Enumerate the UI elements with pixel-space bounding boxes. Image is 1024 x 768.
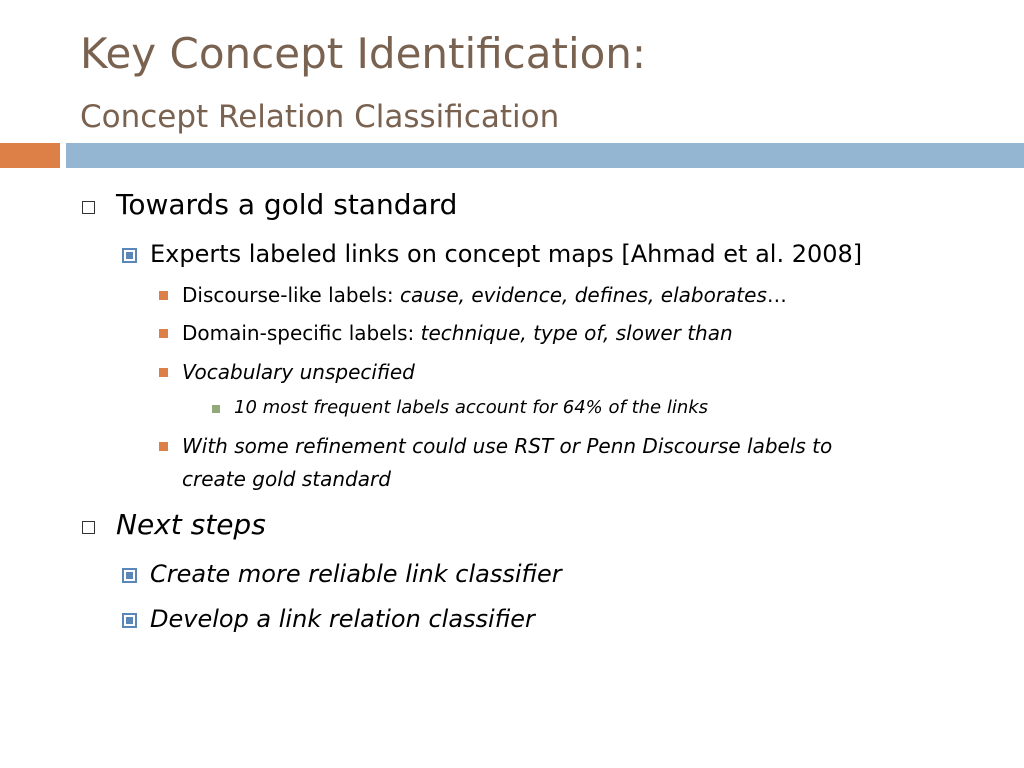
- bullet-text: [182, 282, 787, 308]
- bullet-text: Experts labeled links on concept maps [Ahmad et al. 2008]: [150, 240, 863, 268]
- bullet-text: 10 most frequent labels account for 64% of the links: [234, 397, 709, 418]
- slide-title: Key Concept Identification:: [80, 29, 647, 78]
- bullet-text: Develop a link relation classifier: [150, 605, 535, 633]
- filled-square-bullet-icon: [159, 329, 168, 338]
- bullet-label: Domain-specific labels:: [182, 321, 421, 345]
- boxed-square-bullet-icon: [122, 568, 137, 583]
- filled-square-bullet-icon: [212, 405, 220, 413]
- filled-square-bullet-icon: [159, 442, 168, 451]
- bullet-examples: cause, evidence, defines, elaborates: [399, 283, 767, 307]
- hollow-square-bullet-icon: [82, 521, 95, 534]
- title-divider-bar: [66, 143, 1024, 168]
- title-divider-accent: [0, 143, 60, 168]
- filled-square-bullet-icon: [159, 291, 168, 300]
- bullet-label: Discourse-like labels:: [182, 283, 400, 307]
- boxed-square-bullet-icon: [122, 613, 137, 628]
- bullet-text: Next steps: [116, 508, 266, 541]
- bullet-text-continued: create gold standard: [182, 467, 391, 491]
- slide-subtitle: Concept Relation Classification: [80, 99, 560, 135]
- filled-square-bullet-icon: [159, 368, 168, 377]
- bullet-examples: technique, type of, slower than: [420, 321, 733, 345]
- bullet-text: Create more reliable link classifier: [150, 560, 562, 588]
- hollow-square-bullet-icon: [82, 201, 95, 214]
- bullet-text: Towards a gold standard: [116, 188, 458, 221]
- bullet-ellipsis: …: [766, 283, 787, 307]
- bullet-text: With some refinement could use RST or Penn Discourse labels to: [182, 434, 833, 458]
- bullet-text: [182, 320, 733, 346]
- boxed-square-bullet-icon: [122, 248, 137, 263]
- bullet-text: Vocabulary unspecified: [182, 360, 415, 384]
